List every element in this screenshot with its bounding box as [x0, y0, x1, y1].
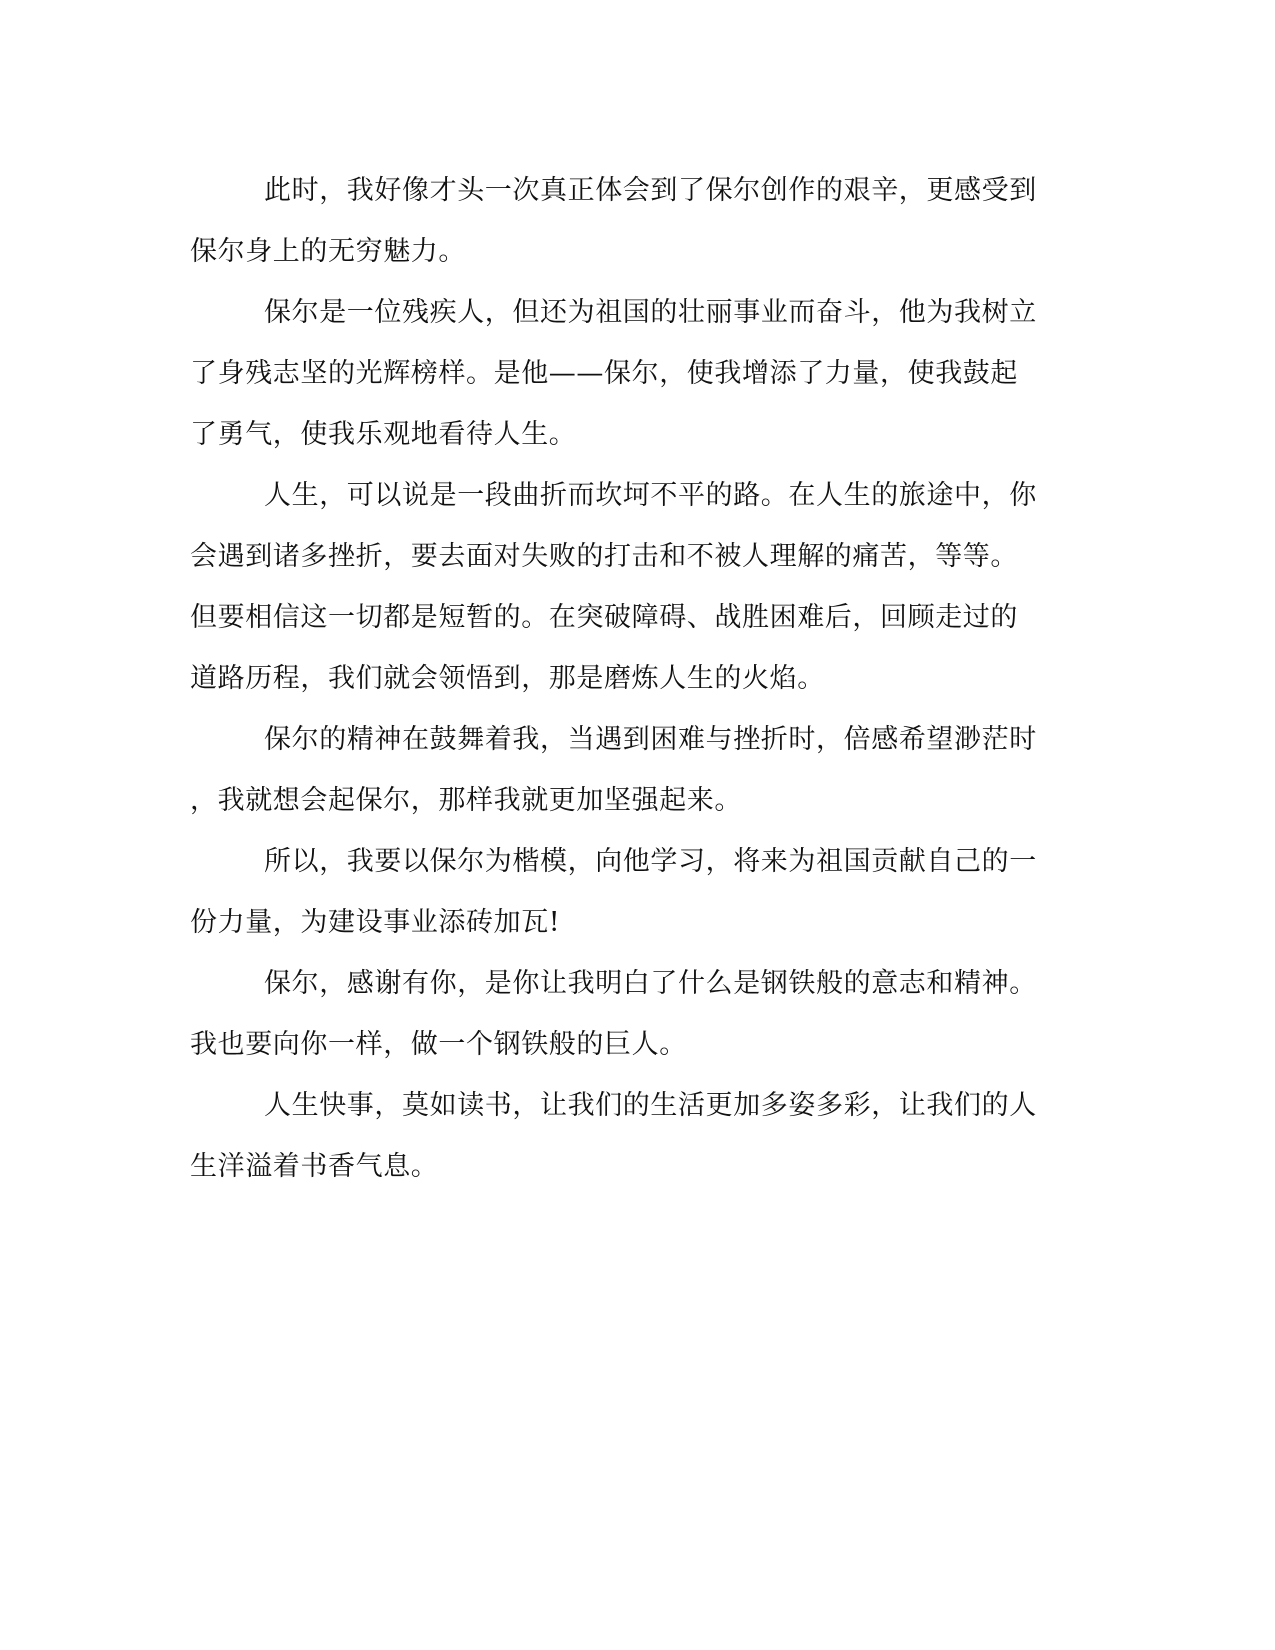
paragraph-4 — [190, 709, 1080, 831]
paragraph-line: 生洋溢着书香气息。 — [190, 1151, 439, 1182]
document-body — [190, 160, 1080, 1197]
paragraph-line: 所以，我要以保尔为楷模，向他学习，将来为祖国贡献自己的一 — [264, 846, 1037, 877]
paragraph-line: 保尔是一位残疾人，但还为祖国的壮丽事业而奋斗，他为我树立 — [264, 297, 1037, 328]
paragraph-7 — [190, 1075, 1080, 1197]
paragraph-line: 保尔，感谢有你，是你让我明白了什么是钢铁般的意志和精神。 — [264, 968, 1037, 999]
paragraph-line: 了勇气，使我乐观地看待人生。 — [190, 419, 577, 450]
paragraph-3 — [190, 465, 1080, 709]
paragraph-line: ，我就想会起保尔，那样我就更加坚强起来。 — [190, 785, 742, 816]
paragraph-6 — [190, 953, 1080, 1075]
paragraph-line: 道路历程，我们就会领悟到，那是磨炼人生的火焰。 — [190, 663, 825, 694]
paragraph-line: 此时，我好像才头一次真正体会到了保尔创作的艰辛，更感受到 — [264, 175, 1037, 206]
paragraph-2 — [190, 282, 1080, 465]
paragraph-line: 我也要向你一样，做一个钢铁般的巨人。 — [190, 1029, 687, 1060]
paragraph-line: 保尔的精神在鼓舞着我，当遇到困难与挫折时，倍感希望渺茫时 — [264, 724, 1037, 755]
paragraph-line: 保尔身上的无穷魅力。 — [190, 236, 466, 267]
paragraph-line: 但要相信这一切都是短暂的。在突破障碍、战胜困难后，回顾走过的 — [190, 602, 1018, 633]
paragraph-1 — [190, 160, 1080, 282]
paragraph-line: 会遇到诸多挫折，要去面对失败的打击和不被人理解的痛苦，等等。 — [190, 541, 1018, 572]
paragraph-line: 份力量，为建设事业添砖加瓦! — [190, 907, 561, 938]
paragraph-line: 人生，可以说是一段曲折而坎坷不平的路。在人生的旅途中，你 — [264, 480, 1037, 511]
paragraph-line: 了身残志坚的光辉榜样。是他——保尔，使我增添了力量，使我鼓起 — [190, 358, 1018, 389]
paragraph-5 — [190, 831, 1080, 953]
paragraph-line: 人生快事，莫如读书，让我们的生活更加多姿多彩，让我们的人 — [264, 1090, 1037, 1121]
